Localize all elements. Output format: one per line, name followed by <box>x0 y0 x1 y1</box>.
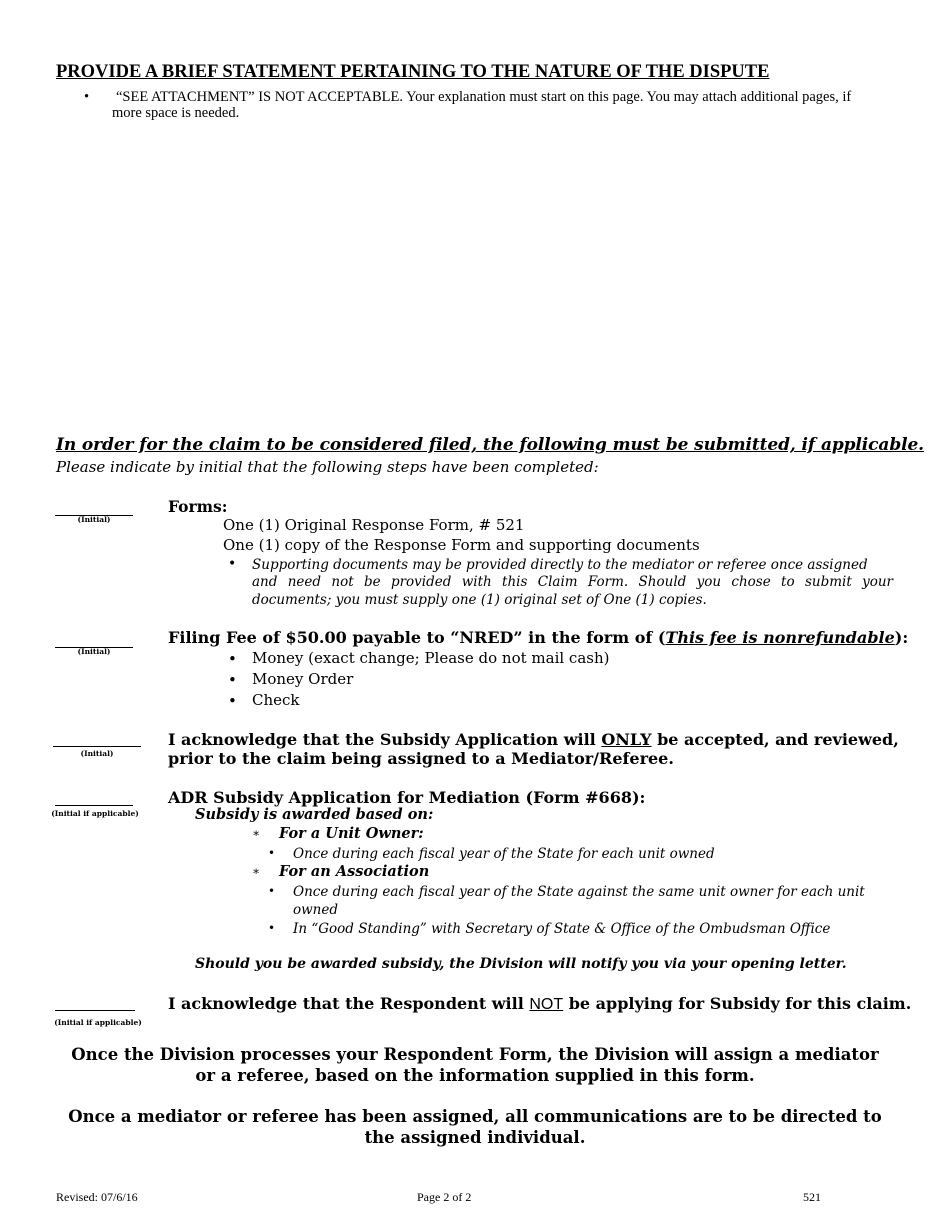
forms-note-line1: Supporting documents may be provided directly to the mediator or referee once assigned <box>252 557 868 573</box>
fee-initial-label: (Initial) <box>77 647 111 656</box>
ack2-initial-label: (Initial if applicable) <box>54 1018 142 1027</box>
adr-unit-owner: For a Unit Owner: <box>279 825 424 842</box>
ack1-line1-post: be accepted, and reviewed, <box>651 730 899 749</box>
ack1-line2: prior to the claim being assigned to a Mediator/Referee. <box>168 749 674 768</box>
fee-option-check: Check <box>252 691 300 709</box>
closing-para2-line2: the assigned individual. <box>364 1128 586 1147</box>
forms-item-original: One (1) Original Response Form, # 521 <box>223 516 525 534</box>
forms-heading: Forms: <box>168 497 228 516</box>
forms-note-line3: documents; you must supply one (1) original set of One (1) copies. <box>252 592 707 608</box>
adr-unit-owner-item: Once during each fiscal year of the State for each unit owned <box>293 846 715 862</box>
forms-item-copy: One (1) copy of the Response Form and supporting documents <box>223 536 700 554</box>
ack2-not: NOT <box>529 996 564 1013</box>
attachment-note-text: “SEE ATTACHMENT” IS NOT ACCEPTABLE. Your explanation must start on this page. You may attach additional pages, if more space is needed. <box>112 89 852 121</box>
closing-para2-line1: Once a mediator or referee has been assigned, all communications are to be directed to <box>68 1107 882 1126</box>
bullet-icon: • <box>228 650 237 668</box>
adr-association-item1-line1: Once during each fiscal year of the State against the same unit owner for each unit <box>293 884 865 900</box>
asterisk-icon: ∗ <box>252 864 261 878</box>
footer-revised: Revised: 07/6/16 <box>56 1190 138 1204</box>
bullet-icon: • <box>228 556 237 572</box>
ack2-post: be applying for Subsidy for this claim. <box>563 994 912 1013</box>
forms-initial-label: (Initial) <box>77 515 111 524</box>
fee-heading-post: ): <box>894 628 909 647</box>
fee-option-money-order: Money Order <box>252 670 354 688</box>
bullet-icon: • <box>268 846 276 860</box>
fee-heading-pre: Filing Fee of $50.00 payable to “NRED” in the form of ( <box>168 628 666 647</box>
closing-para2 <box>40 1106 910 1148</box>
fee-heading-nonrefundable: This fee is nonrefundable <box>665 628 895 647</box>
fee-heading <box>168 628 908 647</box>
requirements-instruction: Please indicate by initial that the following steps have been completed: <box>56 458 599 476</box>
ack1-initial-field[interactable] <box>53 746 141 747</box>
footer-form-number: 521 <box>803 1190 821 1204</box>
closing-para1-line1: Once the Division processes your Respondent Form, the Division will assign a mediator <box>71 1045 879 1064</box>
bullet-icon: • <box>228 692 237 710</box>
closing-para1 <box>40 1044 910 1086</box>
adr-association-item1-line2: owned <box>293 902 339 918</box>
ack1-initial-label: (Initial) <box>80 749 114 758</box>
attachment-note <box>84 89 874 121</box>
bullet-icon: • <box>268 921 276 935</box>
bullet-icon: • <box>268 884 276 898</box>
adr-initial-field[interactable] <box>55 805 133 806</box>
forms-note-line2-text: and need not be provided with this Claim Form. Should you chose to submit your <box>252 574 893 590</box>
ack2-pre: I acknowledge that the Respondent will <box>168 994 530 1013</box>
adr-initial-label: (Initial if applicable) <box>51 809 139 818</box>
closing-para1-line2: or a referee, based on the information supplied in this form. <box>195 1066 755 1085</box>
forms-note-line2 <box>252 573 893 591</box>
ack2-line <box>168 994 911 1014</box>
requirements-heading: In order for the claim to be considered filed, the following must be submitted, if applicable. <box>56 435 924 455</box>
adr-heading: ADR Subsidy Application for Mediation (Form #668): <box>168 788 646 807</box>
adr-notice: Should you be awarded subsidy, the Division will notify you via your opening letter. <box>195 956 847 972</box>
statement-area[interactable] <box>56 130 896 420</box>
page-title: PROVIDE A BRIEF STATEMENT PERTAINING TO THE NATURE OF THE DISPUTE <box>56 62 770 82</box>
bullet-icon: • <box>228 671 237 689</box>
ack2-initial-field[interactable] <box>55 1010 135 1011</box>
ack1-line1-pre: I acknowledge that the Subsidy Application will <box>168 730 602 749</box>
ack1-only: ONLY <box>601 730 652 749</box>
asterisk-icon: ∗ <box>252 826 261 840</box>
adr-subheading: Subsidy is awarded based on: <box>195 806 434 823</box>
bullet-icon: • <box>84 89 90 105</box>
footer-page-number: Page 2 of 2 <box>417 1190 472 1204</box>
fee-option-money: Money (exact change; Please do not mail cash) <box>252 649 610 667</box>
ack1-line1 <box>168 730 899 749</box>
adr-association: For an Association <box>279 863 430 880</box>
adr-association-item2: In “Good Standing” with Secretary of State & Office of the Ombudsman Office <box>293 921 831 937</box>
